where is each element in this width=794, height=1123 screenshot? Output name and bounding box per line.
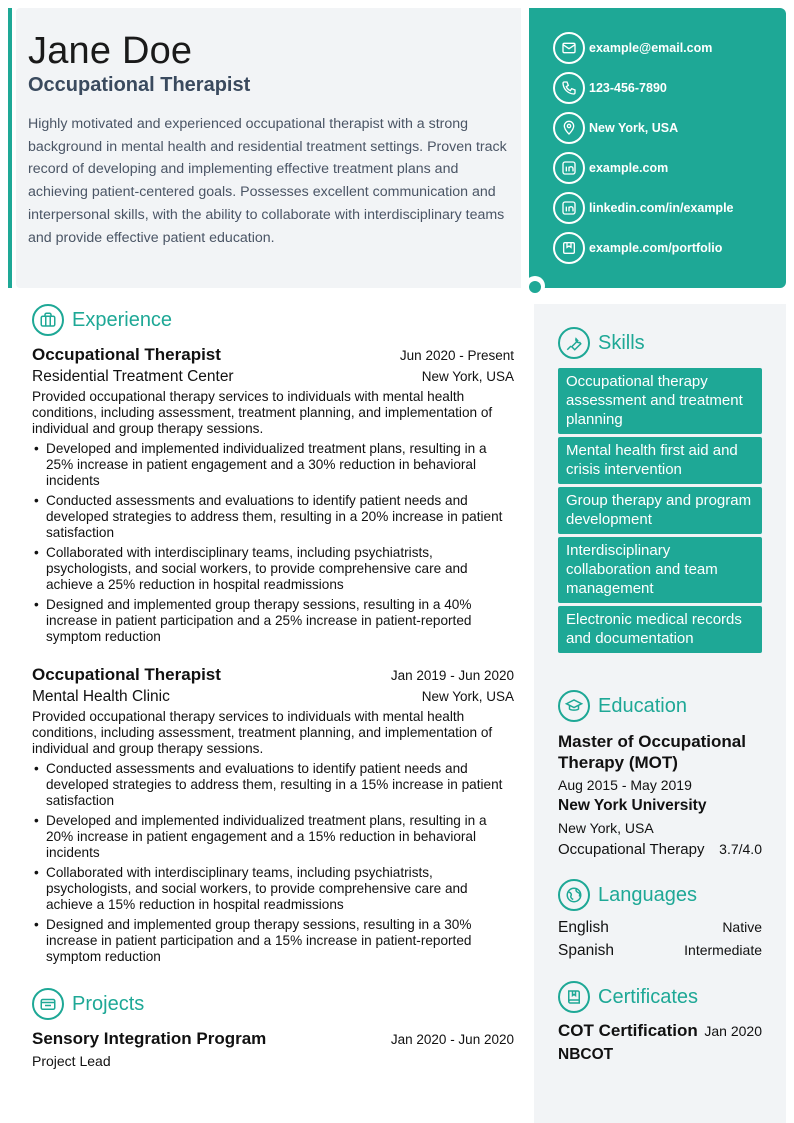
- phone-icon: [553, 72, 585, 104]
- candidate-role: Occupational Therapist: [28, 74, 251, 96]
- contact-email-text: example@email.com: [589, 41, 713, 55]
- language-level: Intermediate: [684, 942, 762, 958]
- contact-location: [553, 112, 678, 144]
- job-bullet: • Conducted assessments and evaluations to identify patient needs and developed strategies to address them, resulting in a 20% increase in patient satisfaction: [32, 493, 514, 541]
- job-location: New York, USA: [421, 369, 514, 384]
- language-row: [558, 919, 762, 937]
- skills-heading: [558, 327, 645, 359]
- education-title: Education: [598, 694, 687, 717]
- education-degree: Master of Occupational Therapy (MOT): [558, 732, 746, 772]
- certificate-icon: [558, 981, 590, 1013]
- job-bullet: • Developed and implemented individualized treatment plans, resulting in a 20% increase in patient engagement and a 15% reduction in behavioral incidents: [32, 813, 514, 861]
- education-field: Occupational Therapy: [558, 841, 705, 858]
- language-level: Native: [722, 919, 762, 935]
- certificate-row: [558, 1021, 762, 1041]
- education-date: Aug 2015 - May 2019: [558, 777, 692, 793]
- skill-tag: Electronic medical records and documentation: [558, 606, 762, 653]
- job-bullet: • Collaborated with interdisciplinary teams, including psychiatrists, psychologists, and social workers, to provide comprehensive care and achieve a 25% reduction in hospital readmissions: [32, 545, 514, 593]
- certificate-date: Jan 2020: [704, 1023, 762, 1039]
- contact-phone-text: 123-456-7890: [589, 81, 667, 95]
- contact-linkedin[interactable]: [553, 192, 734, 224]
- graduation-cap-icon: [558, 690, 590, 722]
- job-bullets: [32, 441, 514, 645]
- certificates-title: Certificates: [598, 985, 699, 1008]
- job-date: Jan 2019 - Jun 2020: [390, 668, 514, 683]
- map-pin-icon: [553, 112, 585, 144]
- language-name: Spanish: [558, 942, 615, 959]
- education-heading: [558, 690, 687, 722]
- education-gpa: 3.7/4.0: [719, 841, 762, 857]
- header-accent-bar: [8, 8, 12, 288]
- contact-phone[interactable]: [553, 72, 667, 104]
- contact-website-text: example.com: [589, 161, 669, 175]
- experience-title: Experience: [72, 308, 173, 331]
- portfolio-icon: [553, 232, 585, 264]
- project-entry: [32, 1029, 514, 1069]
- job-bullet: • Designed and implemented group therapy sessions, resulting in a 30% increase in patient participation and a 15% increase in patient-reported symptom reduction: [32, 917, 514, 965]
- certificate-issuer: NBCOT: [558, 1046, 614, 1063]
- contact-website[interactable]: [553, 152, 668, 184]
- language-name: English: [558, 919, 609, 936]
- contact-portfolio[interactable]: [553, 232, 722, 264]
- mail-icon: [553, 32, 585, 64]
- job-bullet: • Conducted assessments and evaluations to identify patient needs and developed strategies to address them, resulting in a 15% increase in patient satisfaction: [32, 761, 514, 809]
- linkedin-icon: [553, 192, 585, 224]
- candidate-name: Jane Doe: [28, 30, 193, 72]
- education-location: New York, USA: [558, 820, 654, 836]
- job-location: New York, USA: [421, 689, 514, 704]
- wrench-icon: [558, 327, 590, 359]
- skill-tag: Group therapy and program development: [558, 487, 762, 534]
- job-bullet: • Developed and implemented individualized treatment plans, resulting in a 25% increase in patient engagement and a 30% reduction in behavioral incidents: [32, 441, 514, 489]
- job-description: Provided occupational therapy services to individuals with mental health conditions, including assessment, treatment planning, and implementation of individual and group therapy sessions.: [32, 389, 493, 436]
- job-date: Jun 2020 - Present: [399, 348, 514, 363]
- job-entry: [32, 345, 514, 649]
- project-date: Jan 2020 - Jun 2020: [390, 1032, 514, 1047]
- job-title: Occupational Therapist: [32, 665, 221, 684]
- project-icon: [32, 988, 64, 1020]
- job-company: Residential Treatment Center: [32, 368, 234, 385]
- project-name: Sensory Integration Program: [32, 1029, 267, 1048]
- linkedin-icon: [553, 152, 585, 184]
- job-bullets: [32, 761, 514, 965]
- contact-location-text: New York, USA: [589, 121, 679, 135]
- job-company: Mental Health Clinic: [32, 688, 170, 705]
- skill-tag: Occupational therapy assessment and treatment planning: [558, 368, 762, 434]
- globe-icon: [558, 879, 590, 911]
- contact-email[interactable]: [553, 32, 712, 64]
- job-bullet: • Collaborated with interdisciplinary teams, including psychiatrists, psychologists, and social workers, to provide comprehensive care and achieve a 15% reduction in hospital readmissions: [32, 865, 514, 913]
- education-field-row: [558, 841, 762, 858]
- education-school: New York University: [558, 797, 707, 814]
- projects-title: Projects: [72, 992, 145, 1015]
- contact-linkedin-text: linkedin.com/in/example: [589, 201, 734, 215]
- briefcase-icon: [32, 304, 64, 336]
- job-bullet: • Designed and implemented group therapy sessions, resulting in a 40% increase in patient participation and a 25% increase in patient-reported symptom reduction: [32, 597, 514, 645]
- language-row: [558, 942, 762, 960]
- skill-tag: Interdisciplinary collaboration and team management: [558, 537, 762, 603]
- certificates-heading: [558, 981, 698, 1013]
- experience-heading: [32, 304, 172, 336]
- languages-heading: [558, 879, 697, 911]
- profile-summary: Highly motivated and experienced occupational therapist with a strong background in mental health and residential treatment settings. Proven track record of developing and implementing effective treatment plans and achieving patient-centered goals. Possesses excellent communication and interpersonal skills, with the ability to collaborate with interdisciplinary teams and provide effective patient education.: [28, 116, 507, 246]
- skill-tag: Mental health first aid and crisis intervention: [558, 437, 762, 484]
- job-title: Occupational Therapist: [32, 345, 221, 364]
- projects-heading: [32, 988, 144, 1020]
- divider-dot: [529, 281, 541, 293]
- project-role: Project Lead: [32, 1053, 111, 1069]
- job-description: Provided occupational therapy services to individuals with mental health conditions, including assessment, treatment planning, and implementation of individual and group therapy sessions.: [32, 709, 493, 756]
- skills-title: Skills: [598, 331, 645, 354]
- languages-title: Languages: [598, 883, 697, 906]
- certificate-name: COT Certification: [558, 1021, 698, 1040]
- contact-portfolio-text: example.com/portfolio: [589, 241, 723, 255]
- job-entry: [32, 665, 514, 969]
